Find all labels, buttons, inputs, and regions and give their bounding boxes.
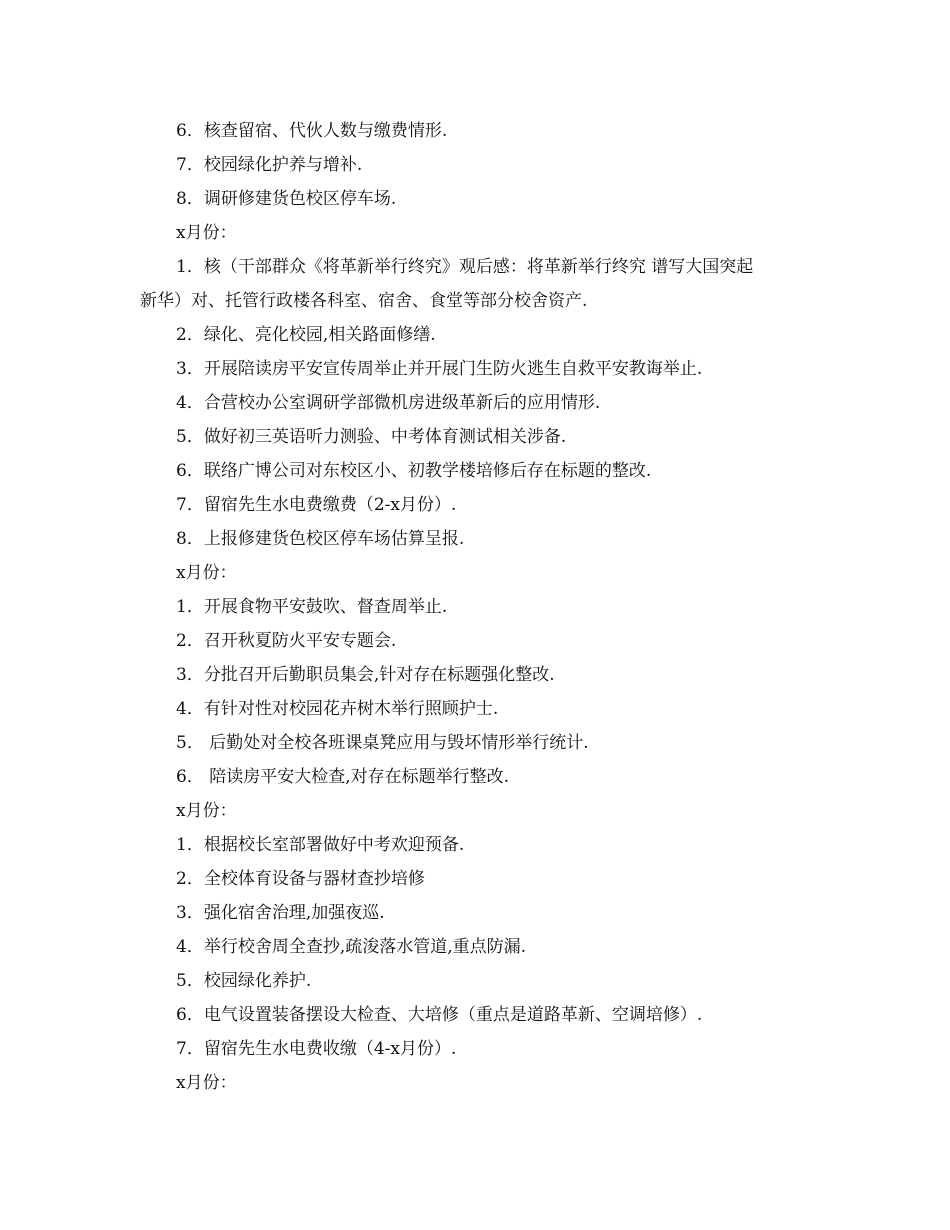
text-line: 1．开展食物平安鼓吹、督查周举止. bbox=[176, 597, 448, 617]
section-heading: x月份： bbox=[176, 563, 237, 583]
text-line: 2．召开秋夏防火平安专题会. bbox=[176, 631, 397, 651]
text-line: 6．电气设置装备摆设大检查、大培修（重点是道路革新、空调培修）. bbox=[176, 1005, 703, 1025]
text-line: 6． 陪读房平安大检查,对存在标题举行整改. bbox=[176, 767, 510, 787]
text-line: 2．全校体育设备与器材查抄培修 bbox=[176, 869, 425, 889]
text-line: 3．分批召开后勤职员集会,针对存在标题强化整改. bbox=[176, 665, 555, 685]
section-heading: x月份： bbox=[176, 1073, 237, 1093]
text-line: 7．校园绿化护养与增补. bbox=[176, 155, 363, 175]
text-line: 4．合营校办公室调研学部微机房进级革新后的应用情形. bbox=[176, 393, 601, 413]
text-line: 4．有针对性对校园花卉树木举行照顾护士. bbox=[176, 699, 499, 719]
text-line-continuation: 新华）对、托管行政楼各科室、宿舍、食堂等部分校舍资产. bbox=[140, 291, 588, 311]
section-heading: x月份： bbox=[176, 801, 237, 821]
text-line: 7．留宿先生水电费缴费（2-x月份）. bbox=[176, 495, 457, 515]
text-line: 3．开展陪读房平安宣传周举止并开展门生防火逃生自救平安教诲举止. bbox=[176, 359, 703, 379]
text-line: 5．做好初三英语听力测验、中考体育测试相关涉备. bbox=[176, 427, 567, 447]
text-line: 4．举行校舍周全查抄,疏浚落水管道,重点防漏. bbox=[176, 937, 527, 957]
text-line: 3．强化宿舍治理,加强夜巡. bbox=[176, 903, 385, 923]
section-heading: x月份： bbox=[176, 223, 237, 243]
text-line: 6．联络广博公司对东校区小、初教学楼培修后存在标题的整改. bbox=[176, 461, 652, 481]
text-line: 6．核查留宿、代伙人数与缴费情形. bbox=[176, 121, 448, 141]
text-line: 8．上报修建货色校区停车场估算呈报. bbox=[176, 529, 465, 549]
text-line: 2．绿化、亮化校园,相关路面修缮. bbox=[176, 325, 436, 345]
text-line: 5． 后勤处对全校各班课桌凳应用与毁坏情形举行统计. bbox=[176, 733, 589, 753]
text-line: 5．校园绿化养护. bbox=[176, 971, 312, 991]
text-line: 7．留宿先生水电费收缴（4-x月份）. bbox=[176, 1039, 457, 1059]
text-line: 8．调研修建货色校区停车场. bbox=[176, 189, 397, 209]
text-line: 1．核（干部群众《将革新举行终究》观后感：将革新举行终究 谱写大国突起 bbox=[176, 257, 754, 277]
text-line: 1．根据校长室部署做好中考欢迎预备. bbox=[176, 835, 465, 855]
